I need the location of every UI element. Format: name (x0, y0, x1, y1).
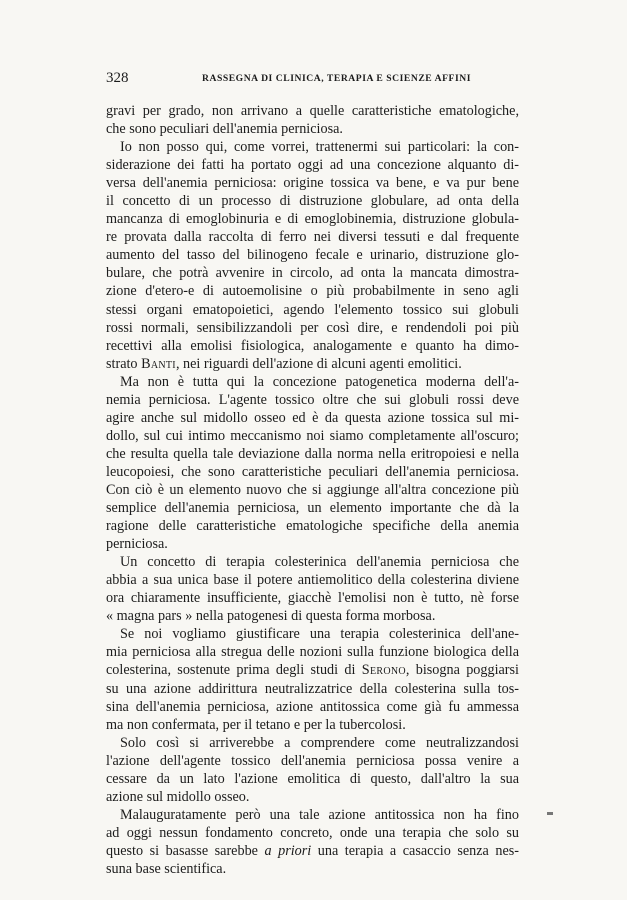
text-line: ragione delle caratteristiche ematologiche specifiche della anemia (106, 518, 519, 535)
text-line: cessare da un lato l'azione emolitica di questo, dall'altro la sua (106, 770, 519, 787)
text-line: siderazione dei fatti ha portato oggi ad una concezione alquanto di- (106, 157, 519, 174)
text-line: Un concetto di terapia colesterinica dell'anemia perniciosa che (120, 554, 519, 571)
text-segment: , nei riguardi dell'azione di alcuni agenti emolitici. (175, 355, 462, 372)
text-line: azione sul midollo osseo. (106, 788, 250, 805)
text-line: ma non confermata, per il tetano e per la tubercolosi. (106, 716, 406, 733)
text-segment: questo si basasse sarebbe (106, 842, 265, 859)
text-line: gravi per grado, non arrivano a quelle caratteristiche ematologiche, (106, 103, 519, 119)
text-line: Se noi vogliamo giustificare una terapia colesterinica dell'ane- (120, 626, 519, 643)
text-line: recettivi alla emolisi fisiologica, analogamente e quanto ha dimo- (106, 337, 519, 354)
text-line: Con ciò è un elemento nuovo che si aggiunge all'altra concezione più (106, 481, 519, 498)
text-segment: colesterina, sostenute prima degli studi di (106, 662, 362, 679)
text-line: che resulta quella tale deviazione dalla norma nella eritropoiesi e nella (106, 445, 519, 462)
italic-phrase: a priori (264, 842, 312, 859)
text-line: Malauguratamente però una tale azione antitossica non ha fino (120, 806, 519, 823)
text-line: mia perniciosa alla stregua delle nozioni sulla funzione biologica della (106, 644, 519, 661)
text-line (106, 355, 519, 373)
text-line: abbia a sua unica base il potere antiemolitico della colesterina diviene (106, 572, 519, 589)
text-line: aumento del tasso del bilinogeno fecale e urinario, distruzione glo- (106, 247, 519, 264)
page-header (106, 70, 526, 90)
text-line: perniciosa. (106, 536, 168, 553)
text-line: suna base scientifica. (106, 860, 227, 877)
text-line: agire anche sul midollo osseo ed è da questa azione tossica sul mi- (106, 409, 519, 426)
text-line: bulare, che potrà avvenire in circolo, ad onta la mancata dimostra- (106, 265, 519, 282)
text-line: mancanza di emoglobinuria e di emoglobinemia, distruzione globula- (106, 211, 519, 228)
text-line: stessi organi ematopoietici, agendo l'elemento tossico sui globuli (106, 301, 519, 318)
text-line: semplice dell'anemia perniciosa, un elemento importante che dà la (106, 500, 519, 517)
text-line: rossi normali, sensibilizzandoli per così dire, e rendendoli poi più (106, 319, 519, 336)
text-line: « magna pars » nella patogenesi di questa forma morbosa. (106, 608, 436, 625)
text-segment: strato (106, 355, 142, 372)
text-line: dollo, sul cui intimo meccanismo noi siamo completamente all'oscuro; (106, 427, 519, 444)
text-segment: , bisogna poggiarsi (405, 662, 519, 679)
scan-speck (547, 812, 553, 815)
text-line (106, 842, 519, 860)
text-line: ora chiaramente insufficiente, giacchè l'emolisi non è tutto, nè forse (106, 590, 519, 607)
page-number: 328 (106, 70, 129, 86)
text-line: l'azione dell'agente tossico dell'anemia perniciosa possa venire a (106, 752, 519, 769)
text-line: leucopoiesi, che sono caratteristiche peculiari dell'anemia perniciosa. (106, 463, 519, 480)
text-line: sina dell'anemia perniciosa, azione antitossica come già fu ammessa (106, 698, 519, 715)
text-line: che sono peculiari dell'anemia perniciosa. (106, 121, 343, 138)
text-line: Io non posso qui, come vorrei, trattenermi sui particolari: la con- (120, 139, 519, 156)
text-line: re provata dalla raccolta di ferro nei diversi tessuti e dal frequente (106, 229, 519, 246)
text-line: versa dell'anemia perniciosa: origine tossica va bene, e va pur bene (106, 175, 519, 192)
running-title: RASSEGNA DI CLINICA, TERAPIA E SCIENZE AFFINI (202, 73, 472, 84)
text-segment: una terapia a casaccio senza nes- (311, 842, 519, 859)
text-line: il concetto di un processo di distruzione globulare, ad onta della (106, 193, 519, 210)
text-line: zione d'etero-e di autoemolisine o più probabilmente in seno agli (106, 283, 519, 300)
body-text (106, 102, 519, 878)
text-line: nemia perniciosa. L'agente tossico oltre che sui globuli rossi deve (106, 391, 519, 408)
text-line (106, 661, 519, 679)
text-line: su una azione addirittura neutralizzatrice della colesterina sulla tos- (106, 680, 519, 697)
text-line: ad oggi nessun fondamento concreto, onde una terapia che solo su (106, 824, 519, 841)
author-name-serono: Serono (361, 662, 406, 679)
author-name-banti: Banti (141, 355, 176, 372)
text-line: Ma non è tutta qui la concezione patogenetica moderna dell'a- (120, 373, 519, 390)
text-line: Solo così si arriverebbe a comprendere come neutralizzandosi (120, 734, 519, 751)
